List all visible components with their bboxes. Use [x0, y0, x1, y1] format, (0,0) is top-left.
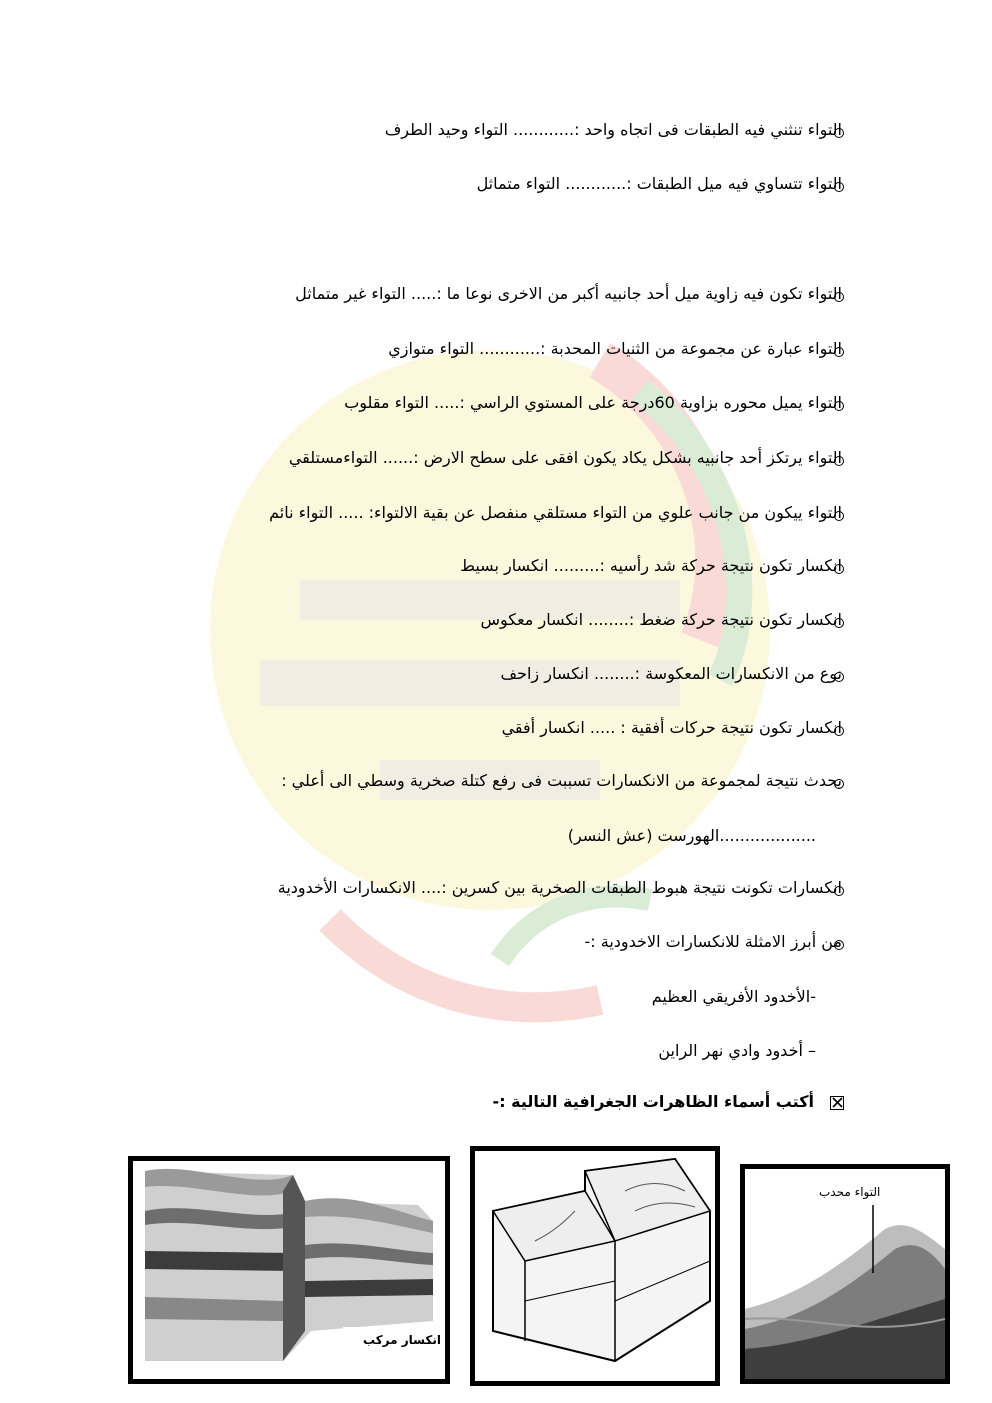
example-item: -الأخدود الأفريقي العظيم	[651, 987, 816, 1006]
figure-compound-fault	[128, 1156, 450, 1384]
list-item: التواء تنثني فيه الطبقات فى اتجاه واحد :............ التواء وحيد الطرف	[384, 120, 842, 139]
list-item: التواء يميل محوره بزاوية 60درجة على المستوي الراسي :..... التواء مقلوب	[344, 393, 842, 412]
list-item: انكسار تكون نتيجة حركة شد رأسيه :......... انكسار بسيط	[460, 556, 842, 575]
checkbox-x-icon	[830, 1096, 844, 1110]
list-item: التواء يرتكز أحد جانبيه بشكل يكاد يكون افقى على سطح الارض :...... التواءمستلقي	[288, 448, 842, 467]
list-item: نوع من الانكسارات المعكوسة :........ انكسار زاحف	[500, 664, 842, 683]
list-item: التواء تتساوي فيه ميل الطبقات :............ التواء متماثل	[476, 174, 842, 193]
continuation-line: ...................الهورست (عش النسر)	[567, 826, 816, 845]
list-item: من أبرز الامثلة للانكسارات الاخدودية :-	[584, 932, 842, 951]
list-item: انكسارات تكونت نتيجة هبوط الطبقات الصخرية بين كسرين :.... الانكسارات الأخدودية	[277, 878, 842, 897]
figure-anticline	[740, 1164, 950, 1384]
figure-label: انكسار مركب	[363, 1333, 441, 1347]
example-item: – أخدود وادي نهر الراين	[658, 1041, 816, 1060]
list-item: التواء عبارة عن مجموعة من الثنيات المحدبة :............ التواء متوازي	[388, 339, 842, 358]
list-item: يحدث نتيجة لمجموعة من الانكسارات تسببت فى رفع كتلة صخرية وسطي الى أعلي :	[281, 771, 842, 790]
list-item: التواء تكون فيه زاوية ميل أحد جانبيه أكبر من الاخرى نوعا ما :..... التواء غير متماثل	[295, 284, 842, 303]
list-item: انكسار تكون نتيجة حركة ضغط :........ انكسار معكوس	[480, 610, 842, 629]
anticline-image	[745, 1169, 945, 1379]
list-item: انكسار تكون نتيجة حركات أفقية : ..... انكسار أفقي	[501, 718, 842, 737]
graben-block-image	[475, 1151, 715, 1381]
figure-graben-block	[470, 1146, 720, 1386]
figure-label: التواء محدب	[819, 1185, 881, 1199]
section-heading: أكتب أسماء الظاهرات الجغرافية التالية :-	[492, 1092, 814, 1111]
list-item: التواء ييكون من جانب علوي من التواء مستلقي منفصل عن بقية الالتواء: ..... التواء نائم	[269, 503, 842, 522]
